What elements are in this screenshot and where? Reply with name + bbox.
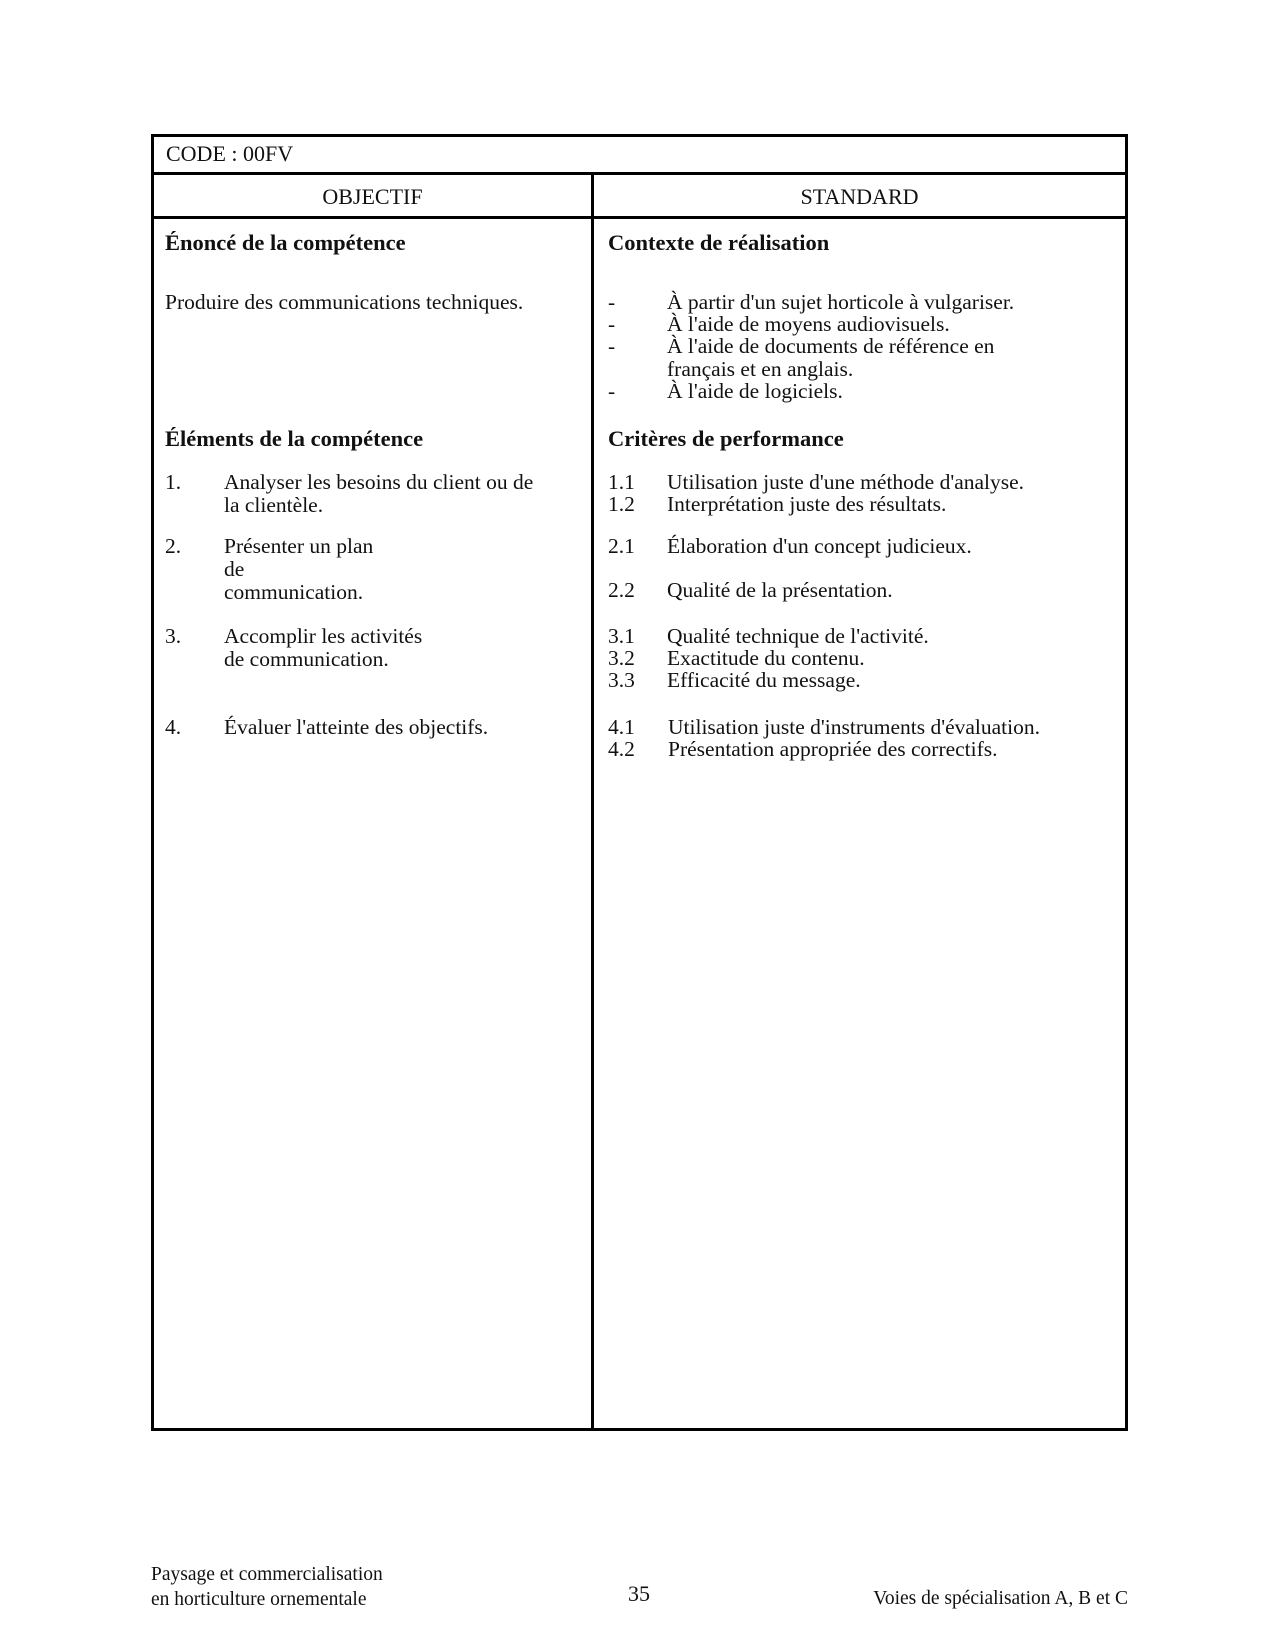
critere-number: 3.2 <box>608 646 635 670</box>
critere-text: Utilisation juste d'une méthode d'analyse. <box>667 470 1025 494</box>
element-text: Accomplir les activités de communication. <box>224 624 423 671</box>
contexte-text: À l'aide de logiciels. <box>667 379 843 403</box>
critere-text: Exactitude du contenu. <box>667 646 865 670</box>
column-divider <box>591 175 594 1428</box>
critere-text: Efficacité du message. <box>667 668 861 692</box>
contexte-text: À l'aide de moyens audiovisuels. <box>667 312 950 336</box>
contexte-text: À l'aide de documents de référence en français et en anglais. <box>667 334 995 381</box>
footer-program-title <box>151 1562 383 1612</box>
contexte-text: À partir d'un sujet horticole à vulgariser. <box>667 290 1015 314</box>
header-objectif: OBJECTIF <box>322 184 423 209</box>
footer-line-1: Paysage et commercialisation <box>151 1564 383 1585</box>
elements-title: Éléments de la compétence <box>165 426 424 451</box>
bullet-dash: - <box>608 334 616 358</box>
critere-number: 2.1 <box>608 534 635 558</box>
footer-line-2: en horticulture ornementale <box>151 1589 367 1610</box>
critere-number: 2.2 <box>608 578 635 602</box>
code-cell: CODE : 00FV <box>154 137 1125 175</box>
element-number: 4. <box>165 715 182 739</box>
element-text: Évaluer l'atteinte des objectifs. <box>224 715 489 739</box>
critere-number: 3.1 <box>608 624 635 648</box>
critere-number: 3.3 <box>608 668 635 692</box>
critere-number: 1.1 <box>608 470 635 494</box>
bullet-dash: - <box>608 379 616 403</box>
element-number: 3. <box>165 624 182 648</box>
critere-text: Qualité technique de l'activité. <box>667 624 929 648</box>
header-standard: STANDARD <box>800 184 919 209</box>
criteres-title: Critères de performance <box>608 426 844 451</box>
element-text: Analyser les besoins du client ou de la clientèle. <box>224 470 534 517</box>
critere-number: 4.2 <box>608 737 635 761</box>
competence-table <box>151 134 1128 1431</box>
critere-text: Élaboration d'un concept judicieux. <box>667 534 972 558</box>
contexte-title: Contexte de réalisation <box>608 230 830 255</box>
footer-specialisation: Voies de spécialisation A, B et C <box>873 1588 1128 1609</box>
standard-column <box>608 219 1115 1428</box>
critere-text: Présentation appropriée des correctifs. <box>668 737 998 761</box>
objectif-column <box>165 219 585 1428</box>
critere-number: 4.1 <box>608 715 635 739</box>
critere-text: Qualité de la présentation. <box>667 578 893 602</box>
element-text: Présenter un plan de communication. <box>224 534 374 604</box>
element-number: 2. <box>165 534 182 558</box>
header-row <box>154 175 1125 219</box>
element-number: 1. <box>165 470 182 494</box>
critere-text: Utilisation juste d'instruments d'évaluation. <box>668 715 1041 739</box>
bullet-dash: - <box>608 312 616 336</box>
page-number: 35 <box>628 1581 650 1606</box>
enonce-title: Énoncé de la compétence <box>165 230 406 255</box>
enonce-text: Produire des communications techniques. <box>165 290 524 314</box>
bullet-dash: - <box>608 290 616 314</box>
critere-text: Interprétation juste des résultats. <box>667 492 947 516</box>
critere-number: 1.2 <box>608 492 635 516</box>
